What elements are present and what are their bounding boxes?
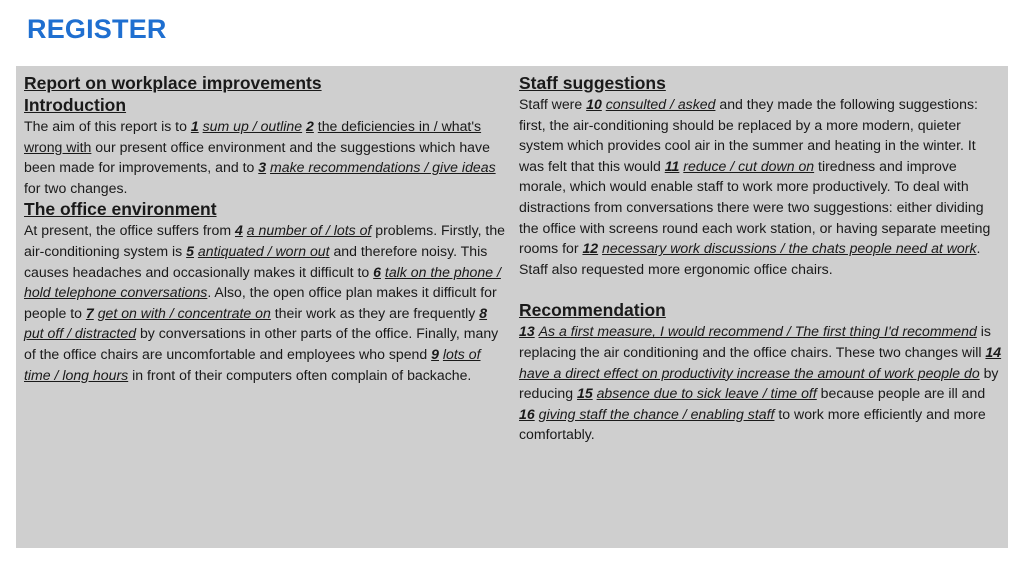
gap-number: 7: [85, 304, 94, 321]
gap-number: 9: [431, 345, 439, 362]
gap-answer: absence due to sick leave / time off: [596, 385, 817, 402]
gap-answer: necessary work discussions / the chats people need at work: [602, 240, 977, 257]
gap-number: 4: [235, 222, 243, 239]
text-run: tiredness and improve morale, which would enable staff to work more productively. To deal with distractions from conversations there were two suggestions: either dividing the office with screens round each work station, or having separate meeting rooms for: [519, 157, 991, 257]
gap-answer: reduce / cut down on: [683, 157, 815, 174]
text-run: by reducing: [519, 364, 999, 402]
text-run: At present, the office suffers from: [24, 222, 235, 239]
gap-number: 12: [582, 240, 599, 257]
text-run: . Staff also requested more ergonomic office chairs.: [519, 240, 981, 277]
text-run: to work more efficiently and more comfortably.: [519, 405, 986, 443]
gap-number: 15: [576, 385, 593, 402]
text-run: our present office environment and the suggestions which have been made for improvements, and to: [24, 138, 490, 176]
recommendation-paragraph: [519, 321, 1003, 445]
gap-answer: make recommendations / give ideas: [270, 159, 496, 176]
gap-answer: have a direct effect on productivity increase the amount of work people do: [519, 364, 980, 381]
gap-answer: consulted / asked: [605, 96, 716, 112]
gap-number: 6: [373, 263, 381, 280]
text-run: . Also, the open office plan makes it difficult for people to: [24, 284, 497, 321]
gap-answer: a number of / lots of: [246, 222, 372, 239]
gap-number: 11: [664, 157, 680, 174]
gap-answer: talk on the phone / hold telephone conversations: [24, 263, 501, 301]
text-run: and they made the following suggestions: first, the air-conditioning should be replaced by a more modern, quieter system which provides cool air in the summer and heating in the winter. It was felt that this would: [519, 96, 978, 174]
gap-number: 2: [306, 118, 314, 134]
gap-answer: get on with / concentrate on: [97, 304, 271, 321]
text-run: is replacing the air conditioning and the office chairs. These two changes will: [519, 323, 991, 360]
text-run: and therefore noisy. This causes headaches and occasionally makes it difficult to: [24, 242, 488, 280]
text-run: their work as they are frequently: [270, 304, 480, 321]
text-run: in front of their computers often complain of backache.: [128, 366, 472, 383]
gap-number: 16: [519, 405, 535, 422]
text-run: Staff were: [519, 96, 587, 112]
text-run: for two changes.: [24, 179, 128, 196]
report-title: Report on workplace improvements: [24, 73, 322, 93]
staff-suggestions-heading: Staff suggestions: [519, 73, 666, 93]
gap-number: 1: [190, 118, 199, 134]
left-column: [24, 72, 508, 385]
gap-answer: giving staff the chance / enabling staff: [538, 405, 775, 422]
underlined-phrase: the deficiencies in / what's wrong with: [24, 118, 482, 155]
gap-number: 3: [258, 159, 267, 176]
gap-number: 8: [479, 304, 488, 321]
gap-answer: antiquated / worn out: [197, 242, 330, 259]
text-run: problems. Firstly, the air-conditioning system is: [24, 222, 505, 259]
content-panel: [16, 66, 1008, 548]
introduction-paragraph: [24, 116, 508, 198]
office-environment-paragraph: [24, 220, 508, 385]
office-environment-heading: The office environment: [24, 199, 217, 220]
gap-answer: sum up / outline: [202, 118, 303, 134]
text-run: The aim of this report is to: [24, 118, 191, 134]
gap-number: 5: [186, 242, 194, 259]
text-run: by conversations in other parts of the office. Finally, many of the office chairs are uncomfortable and employees who spend: [24, 325, 499, 362]
right-column: [519, 72, 1003, 445]
gap-number: 10: [586, 96, 602, 112]
introduction-heading: Introduction: [24, 95, 127, 115]
staff-suggestions-paragraph: [519, 94, 1003, 279]
recommendation-heading: Recommendation: [519, 300, 666, 321]
gap-number: 14: [985, 343, 1002, 360]
text-run: because people are ill and: [816, 385, 986, 402]
gap-answer: put off / distracted: [24, 325, 137, 342]
gap-answer: lots of time / long hours: [24, 345, 481, 383]
gap-number: 13: [519, 323, 535, 340]
gap-answer: As a first measure, I would recommend / The first thing I'd recommend: [538, 323, 977, 340]
page-title: REGISTER: [27, 14, 167, 44]
